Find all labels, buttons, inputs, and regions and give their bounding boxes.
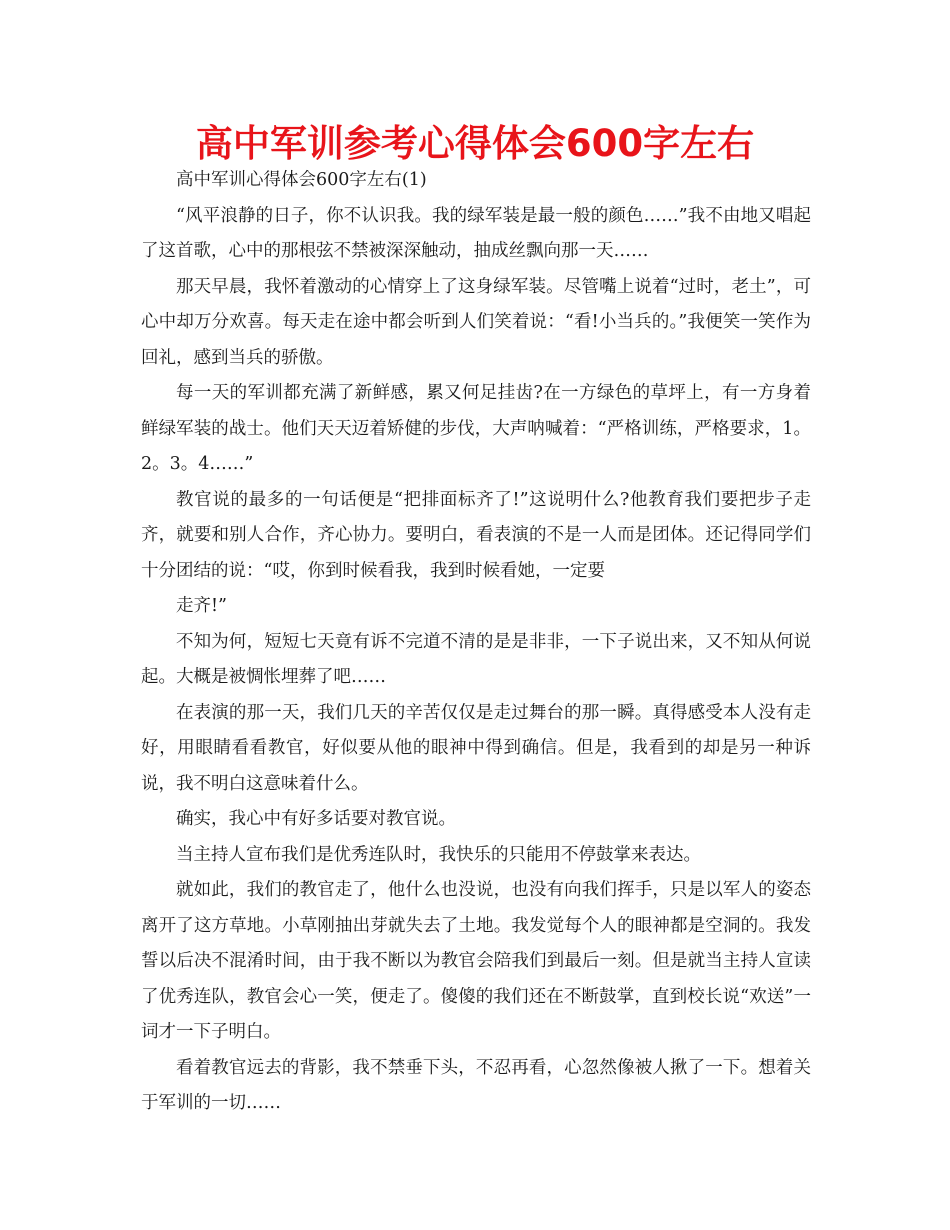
paragraph: 不知为何，短短七天竟有诉不完道不清的是是非非，一下子说出来，又不知从何说起。大概是被惆怅埋葬了吧…… (141, 631, 811, 687)
paragraph: 就如此，我们的教官走了，他什么也没说，也没有向我们挥手，只是以军人的姿态离开了这方草地。小草刚抽出芽就失去了土地。我发觉每个人的眼神都是空洞的。我发誓以后决不混淆时间，由于我不断以为教官会陪我们到最后一刻。但是就当主持人宣读了优秀连队，教官会心一笑，便走了。傻傻的我们还在不断鼓掌，直到校长说“欢送”一词才一下子明白。 (141, 880, 811, 1042)
paragraph: “风平浪静的日子，你不认识我。我的绿军装是最一般的颜色……”我不由地又唱起了这首歌，心中的那根弦不禁被深深触动，抽成丝飘向那一天…… (141, 205, 811, 261)
document-body (141, 163, 811, 1122)
paragraph: 当主持人宣布我们是优秀连队时，我快乐的只能用不停鼓掌来表达。 (176, 844, 701, 865)
paragraph: 那天早晨，我怀着激动的心情穿上了这身绿军装。尽管嘴上说着“过时，老土”，可心中却万分欢喜。每天走在途中都会听到人们笑着说：“看!小当兵的。”我便笑一笑作为回礼，感到当兵的骄傲。 (141, 276, 811, 368)
paragraph: 确实，我心中有好多话要对教官说。 (176, 809, 456, 829)
paragraph: 教官说的最多的一句话便是“把排面标齐了!”这说明什么?他教育我们要把步子走齐，就要和别人合作，齐心协力。要明白，看表演的不是一人而是团体。还记得同学们十分团结的说：“哎，你到时候看我，我到时候看她，一定要 (141, 489, 811, 581)
paragraph: 在表演的那一天，我们几天的辛苦仅仅是走过舞台的那一瞬。真得感受本人没有走好，用眼睛看看教官，好似要从他的眼神中得到确信。但是，我看到的却是另一种诉说，我不明白这意味着什么。 (141, 702, 811, 794)
document-title: 高中军训参考心得体会600字左右 (195, 122, 755, 165)
paragraph: 每一天的军训都充满了新鲜感，累又何足挂齿?在一方绿色的草坪上，有一方身着鲜绿军装的战士。他们天天迈着矫健的步伐，大声呐喊着：“严格训练，严格要求，1。2。3。4……” (141, 383, 811, 474)
paragraph: 看着教官远去的背影，我不禁垂下头，不忍再看，心忽然像被人揪了一下。想着关于军训的一切…… (141, 1057, 811, 1113)
paragraph: 走齐!” (176, 596, 227, 616)
paragraph-subtitle: 高中军训心得体会600字左右(1) (176, 170, 427, 190)
